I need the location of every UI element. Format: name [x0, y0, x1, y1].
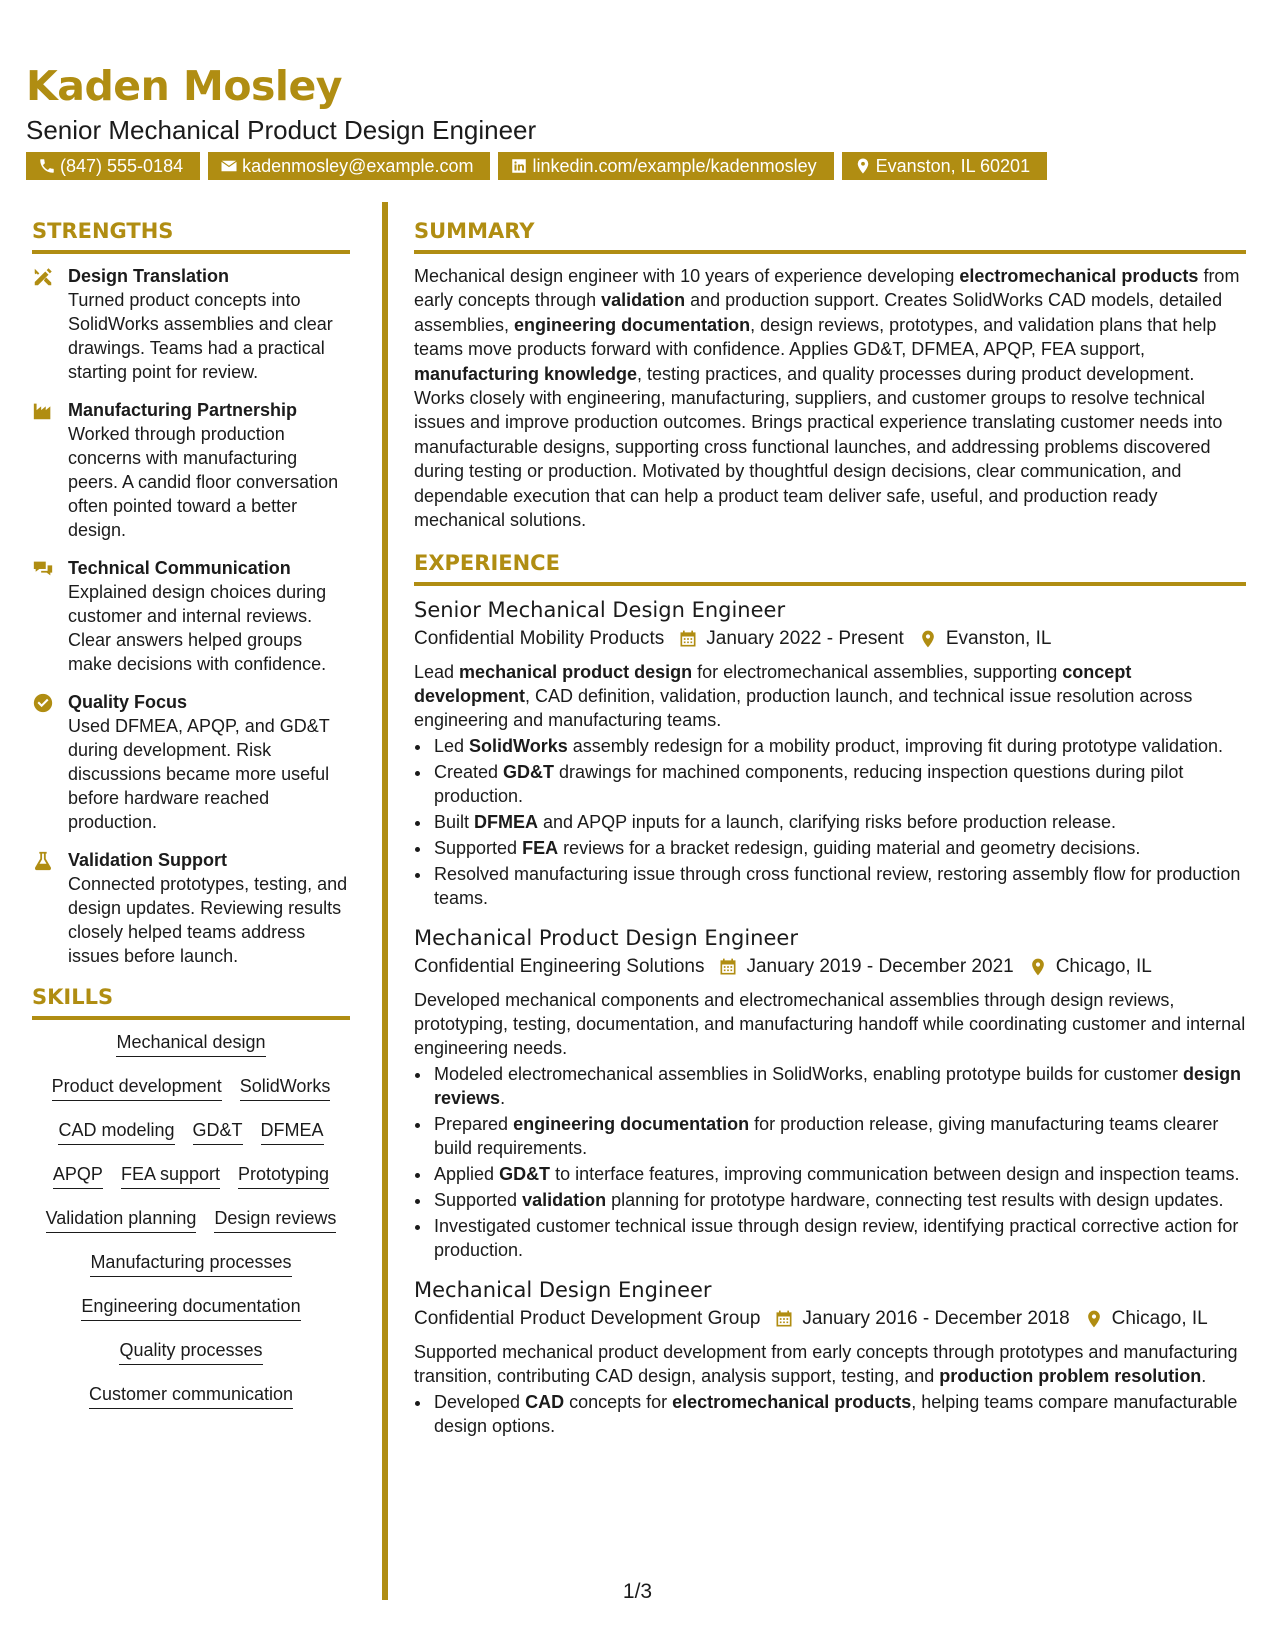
strengths-heading: STRENGTHS: [32, 216, 350, 254]
skill-tag: Design reviews: [214, 1206, 336, 1233]
bold-keyword: electromechanical products: [959, 266, 1199, 286]
calendar-icon: [774, 1309, 794, 1329]
text-run: Resolved manufacturing issue through cross functional review, restoring assembly flow for production teams.: [434, 864, 1241, 909]
bold-keyword: DFMEA: [474, 812, 539, 833]
text-run: concepts for: [564, 1392, 673, 1413]
skill-tag: APQP: [53, 1162, 103, 1189]
job-dates: January 2019 - December 2021: [746, 956, 1014, 978]
text-run: , testing practices, and quality processes during product development. Works closely with engineering, manufacturing, suppliers, and customer groups to resolve technical issues and improve production outcomes. Brings practical experience translating customer needs into manufacturable designs, supporting cross functional launches, and addressing problems discovered during testing or production. Motivated by thoughtful design decisions, clear communication, and dependable execution that can help a product team deliver safe, useful, and production ready mechanical solutions.: [414, 363, 1223, 531]
bold-keyword: SolidWorks: [469, 736, 568, 757]
bold-keyword: GD&T: [499, 1164, 551, 1185]
text-run: Created: [434, 762, 504, 783]
bold-keyword: validation: [522, 1190, 607, 1211]
right-column: [414, 216, 1246, 1452]
text-run: Led: [434, 736, 470, 757]
list-item: [432, 836, 1246, 860]
company-name: Confidential Mobility Products: [414, 628, 665, 650]
strength-item: [32, 848, 350, 968]
text-run: , CAD definition, validation, production launch, and technical issue resolution across engineering and manufacturing teams.: [414, 686, 1193, 731]
skill-tag: Prototyping: [238, 1162, 329, 1189]
resume-header: [26, 62, 1249, 146]
job-entry: [414, 596, 1246, 910]
bold-keyword: mechanical product design: [459, 662, 693, 683]
contact-linkedin[interactable]: [498, 152, 833, 180]
envelope-icon: [220, 157, 238, 175]
strength-description: Connected prototypes, testing, and design updates. Reviewing results closely helped teams address issues before launch.: [68, 874, 348, 966]
skill-row: [32, 1118, 350, 1145]
contact-email[interactable]: [208, 152, 490, 180]
bold-keyword: design reviews: [434, 1064, 1242, 1109]
text-run: Modeled electromechanical assemblies in SolidWorks, enabling prototype builds for customer: [434, 1064, 1184, 1085]
summary-heading: SUMMARY: [414, 216, 1246, 254]
strength-description: Worked through production concerns with manufacturing peers. A candid floor conversation often pointed toward a better design.: [68, 424, 339, 540]
skill-row: [32, 1294, 350, 1321]
contact-bar: [26, 152, 1055, 180]
skill-tag: Quality processes: [119, 1338, 262, 1365]
skills-list: [32, 1030, 350, 1409]
strength-description: Turned product concepts into SolidWorks assemblies and clear drawings. Teams had a practical starting point for review.: [68, 290, 333, 382]
job-title: Mechanical Product Design Engineer: [414, 926, 798, 951]
text-run: planning for prototype hardware, connecting test results with design updates.: [606, 1190, 1224, 1211]
skill-tag: Engineering documentation: [81, 1294, 300, 1321]
text-run: Built: [434, 812, 475, 833]
contact-location: [842, 152, 1047, 180]
bold-keyword: engineering documentation: [514, 314, 751, 335]
strength-title: Technical Communication: [68, 558, 291, 578]
strength-title: Design Translation: [68, 266, 230, 286]
job-bullets: [414, 1062, 1246, 1262]
text-run: Supported mechanical product development from early concepts through prototypes and manufacturing transition, contributing CAD design, analysis support, testing, and: [414, 1342, 1238, 1387]
location-text: Evanston, IL 60201: [875, 155, 1031, 176]
phone-text: (847) 555-0184: [60, 155, 184, 176]
skill-row: [32, 1206, 350, 1233]
job-location: Evanston, IL: [945, 628, 1052, 650]
company-name: Confidential Product Development Group: [414, 1308, 761, 1330]
strength-item: [32, 690, 350, 834]
job-entry: [414, 1276, 1246, 1438]
strength-item: [32, 264, 350, 384]
linkedin-icon: [510, 157, 528, 175]
job-description: [414, 660, 1246, 732]
text-run: and APQP inputs for a launch, clarifying risks before production release.: [538, 812, 1117, 833]
skills-heading: SKILLS: [32, 982, 350, 1020]
skill-row: [32, 1382, 350, 1409]
text-run: Applied: [434, 1164, 500, 1185]
bold-keyword: validation: [601, 290, 686, 311]
text-run: drawings for machined components, reducing inspection questions during pilot production.: [434, 762, 1184, 807]
calendar-icon: [678, 629, 698, 649]
flask-icon: [32, 850, 54, 872]
bold-keyword: FEA: [522, 838, 559, 859]
strength-title: Manufacturing Partnership: [68, 400, 298, 420]
skill-tag: Validation planning: [46, 1206, 197, 1233]
strength-item: [32, 398, 350, 542]
strength-description: Explained design choices during customer and internal reviews. Clear answers helped groups make decisions with confidence.: [68, 582, 327, 674]
check-circle-icon: [32, 692, 54, 714]
factory-icon: [32, 400, 54, 422]
comments-icon: [32, 558, 54, 580]
strengths-list: [32, 264, 350, 968]
page-number: 1/3: [622, 1580, 653, 1603]
map-pin-icon: [918, 629, 938, 649]
job-title: Senior Mechanical Design Engineer: [414, 598, 786, 623]
skill-tag: Customer communication: [89, 1382, 293, 1409]
job-location: Chicago, IL: [1111, 1308, 1208, 1330]
skill-tag: DFMEA: [261, 1118, 324, 1145]
strength-title: Quality Focus: [68, 692, 188, 712]
text-run: Lead: [414, 662, 460, 683]
list-item: [432, 1062, 1246, 1110]
text-run: Supported: [434, 838, 523, 859]
text-run: , helping teams compare manufacturable design options.: [434, 1392, 1238, 1437]
left-column: [32, 216, 350, 1426]
list-item: [432, 1214, 1246, 1262]
job-location: Chicago, IL: [1055, 956, 1152, 978]
job-dates: January 2022 - Present: [706, 628, 904, 650]
experience-heading: EXPERIENCE: [414, 548, 1246, 586]
job-description: [414, 1340, 1246, 1388]
skill-tag: GD&T: [193, 1118, 243, 1145]
list-item: [432, 734, 1246, 758]
text-run: Mechanical design engineer with 10 years of experience developing: [414, 266, 960, 286]
skill-tag: FEA support: [121, 1162, 220, 1189]
summary-text: [414, 264, 1246, 532]
bold-keyword: GD&T: [503, 762, 555, 783]
job-meta: [414, 952, 1246, 982]
text-run: Prepared: [434, 1114, 514, 1135]
job-meta: [414, 624, 1246, 654]
bold-keyword: production problem resolution: [939, 1366, 1202, 1387]
experience-list: [414, 596, 1246, 1438]
list-item: [432, 810, 1246, 834]
text-run: Developed: [434, 1392, 526, 1413]
list-item: [432, 1188, 1246, 1212]
column-divider: [382, 202, 388, 1600]
map-pin-icon: [1084, 1309, 1104, 1329]
skill-tag: Manufacturing processes: [90, 1250, 291, 1277]
email-text: kadenmosley@example.com: [242, 155, 474, 176]
text-run: Investigated customer technical issue through design review, identifying practical corrective action for production.: [434, 1216, 1239, 1261]
bold-keyword: electromechanical products: [672, 1392, 912, 1413]
map-pin-icon: [854, 157, 872, 175]
skill-tag: Product development: [52, 1074, 222, 1101]
text-run: to interface features, improving communication between design and inspection teams.: [550, 1164, 1240, 1185]
job-entry: [414, 924, 1246, 1262]
list-item: [432, 1162, 1246, 1186]
company-name: Confidential Engineering Solutions: [414, 956, 705, 978]
map-pin-icon: [1028, 957, 1048, 977]
text-run: Supported: [434, 1190, 523, 1211]
job-bullets: [414, 1390, 1246, 1438]
list-item: [432, 1390, 1246, 1438]
text-run: for electromechanical assemblies, supporting: [692, 662, 1063, 683]
text-run: .: [500, 1088, 506, 1109]
job-description: [414, 988, 1246, 1060]
candidate-headline: Senior Mechanical Product Design Engineer: [26, 115, 537, 145]
job-meta: [414, 1304, 1246, 1334]
contact-phone[interactable]: [26, 152, 200, 180]
skill-row: [32, 1074, 350, 1101]
list-item: [432, 1112, 1246, 1160]
list-item: [432, 862, 1246, 910]
strength-item: [32, 556, 350, 676]
skill-row: [32, 1162, 350, 1189]
pencil-ruler-icon: [32, 266, 54, 288]
skill-row: [32, 1250, 350, 1277]
text-run: Developed mechanical components and electromechanical assemblies through design reviews, prototyping, testing, documentation, and manufacturing handoff while coordinating customer and internal engineering needs.: [414, 990, 1246, 1059]
candidate-name: Kaden Mosley: [26, 62, 343, 110]
job-bullets: [414, 734, 1246, 910]
skill-tag: SolidWorks: [240, 1074, 331, 1101]
strength-title: Validation Support: [68, 850, 228, 870]
skill-tag: CAD modeling: [58, 1118, 174, 1145]
text-run: assembly redesign for a mobility product, improving fit during prototype validation.: [567, 736, 1224, 757]
linkedin-text: linkedin.com/example/kadenmosley: [532, 155, 817, 176]
list-item: [432, 760, 1246, 808]
skill-row: [32, 1030, 350, 1057]
skill-row: [32, 1338, 350, 1365]
strength-description: Used DFMEA, APQP, and GD&T during development. Risk discussions became more useful before hardware reached production.: [68, 716, 330, 832]
bold-keyword: manufacturing knowledge: [414, 363, 638, 384]
phone-icon: [38, 157, 56, 175]
job-dates: January 2016 - December 2018: [802, 1308, 1070, 1330]
text-run: for production release, giving manufacturing teams clearer build requirements.: [434, 1114, 1219, 1159]
text-run: from early concepts through: [414, 266, 1240, 311]
bold-keyword: CAD: [525, 1392, 565, 1413]
text-run: reviews for a bracket redesign, guiding material and geometry decisions.: [558, 838, 1141, 859]
text-run: , design reviews, prototypes, and validation plans that help teams move products forward with confidence. Applies GD&T, DFMEA, APQP, FEA support,: [414, 314, 1217, 360]
job-title: Mechanical Design Engineer: [414, 1278, 712, 1303]
text-run: .: [1201, 1366, 1207, 1387]
bold-keyword: concept development: [414, 662, 1132, 707]
calendar-icon: [718, 957, 738, 977]
skill-tag: Mechanical design: [116, 1030, 265, 1057]
text-run: and production support. Creates SolidWorks CAD models, detailed assemblies,: [414, 290, 1223, 335]
bold-keyword: engineering documentation: [513, 1114, 750, 1135]
